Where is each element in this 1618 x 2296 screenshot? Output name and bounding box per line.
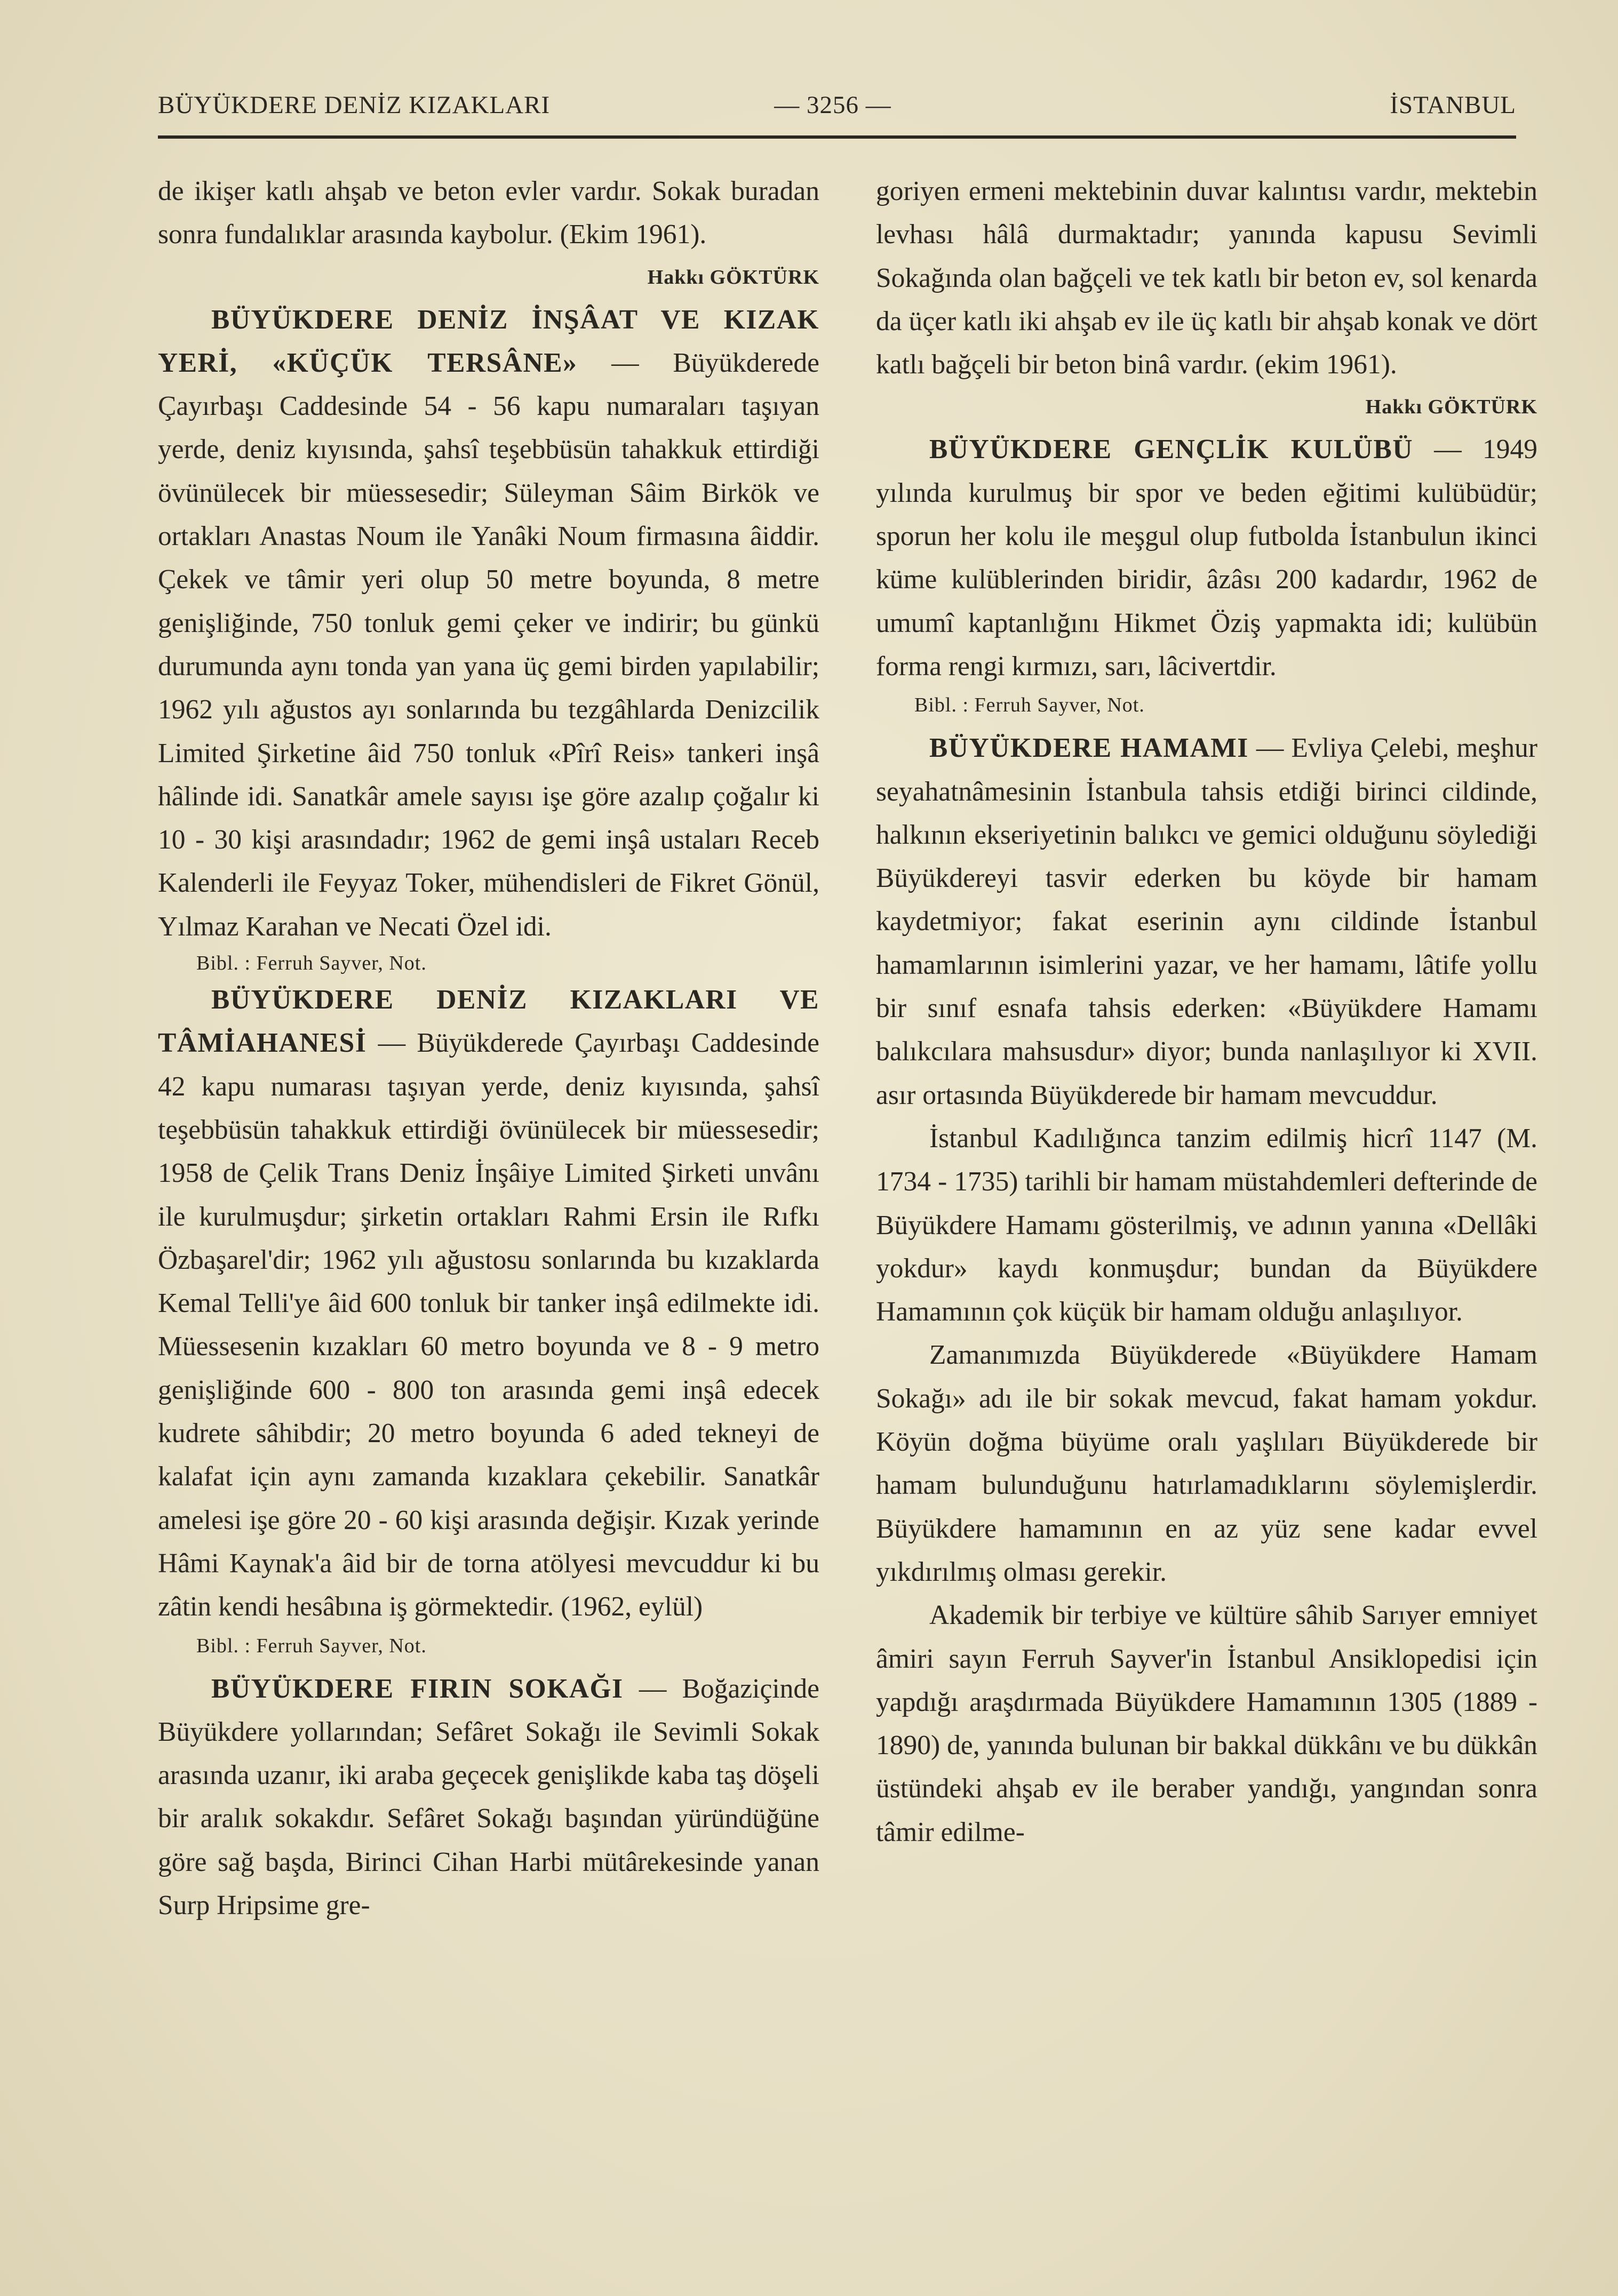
entry-heading: BÜYÜKDERE HAMAMI [929, 733, 1249, 764]
entry-heading: BÜYÜKDERE GENÇLİK KULÜBÜ [929, 434, 1414, 465]
header-rule [158, 135, 1516, 139]
entry-paragraph [158, 978, 819, 1628]
paragraph: Zamanımızda Büyükderede «Büyükdere Hamam Sokağı» adı ile bir sokak mevcud, fakat hamam yokdur. Köyün doğma büyüme oralı yaşlıları Büyükderede bir hamam bulunduğunu hatırlamadıklarını söylemişlerdir. Büyükdere hamamının en az yüz sene kadar evvel yıkdırılmış olması gerekir. [876, 1340, 1537, 1587]
page-number: — 3256 — [774, 91, 891, 119]
entry-heading: BÜYÜKDERE FIRIN SOKAĞI [211, 1673, 624, 1704]
entry-text: — 1949 yılında kurulmuş bir spor ve beden eğitimi kulübüdür; sporun her kolu ile meşgul olup futbolda İstanbulun ikinci küme kulüblerinden biridir, âzâsı 200 kadardır, 1962 de umumî kaptanlığını Hikmet Öziş yapmakta idi; kulübün forma rengi kırmızı, sarı, lâcivertdir. [876, 434, 1537, 682]
header-section-title: BÜYÜKDERE DENİZ KIZAKLARI [158, 91, 551, 119]
bibliography: Bibl. : Ferruh Sayver, Not. [196, 1634, 427, 1657]
header-volume-title: İSTANBUL [1390, 91, 1516, 119]
author-signature: Hakkı GÖKTÜRK [647, 266, 819, 289]
entry-paragraph [876, 428, 1537, 688]
entry-text: — Evliya Çelebi, meşhur seyahatnâmesinin İstanbula tahsis etdiği birinci cildinde, halkının ekseriyetinin balıkcı ve gemici olduğunu söylediği Büyükdereyi tasvir ederken bu köyde bir hamam kaydetmiyor; fakat eserinin aynı cildinde İstanbul hamamlarının isimlerini yazar, ve her hamamı, lâtife yollu bir sınıf esnafa tahsis ederken: «Büyükdere Hamamı balıkcılara mahsusdur» diyor; bunda nanlaşılıyor ki XVII. asır ortasında Büyükderede bir hamam mevcuddur. [876, 733, 1537, 1110]
paragraph: Akademik bir terbiye ve kültüre sâhib Sarıyer emniyet âmiri sayın Ferruh Sayver'in İstanbul Ansiklopedisi için yapdığı araşdırmada Büyükdere Hamamının 1305 (1889 - 1890) de, yanında bulunan bir bakkal dükkânı ve bu dükkân üstündeki ahşab ev ile beraber yandığı, yangından sonra tâmir edilme- [876, 1600, 1537, 1847]
bibliography: Bibl. : Ferruh Sayver, Not. [914, 694, 1145, 717]
entry-heading: BÜYÜKDERE DENİZ İNŞÂAT VE KIZAK YERİ, «KÜÇÜK TERSÂNE» [158, 304, 819, 378]
entry-paragraph [158, 1667, 819, 1927]
paragraph: İstanbul Kadılığınca tanzim edilmiş hicrî 1147 (M. 1734 - 1735) tarihli bir hamam müstahdemleri defterinde de Büyükdere Hamamı gösterilmiş, ve adının yanına «Dellâki yokdur» kaydı konmuşdur; bundan da Büyükdere Hamamının çok küçük bir hamam olduğu anlaşılıyor. [876, 1123, 1537, 1327]
paragraph: goriyen ermeni mektebinin duvar kalıntısı vardır, mektebin levhası hâlâ durmaktadır; yanında kapusu Sevimli Sokağında olan bağçeli ve tek katlı bir beton ev, sol kenarda da üçer katlı iki ahşab ev ile üç katlı bir ahşab konak ve dört katlı bağçeli bir beton binâ vardır. (ekim 1961). [876, 176, 1537, 380]
entry-paragraph [876, 726, 1537, 1117]
entry-paragraph [158, 298, 819, 948]
bibliography: Bibl. : Ferruh Sayver, Not. [196, 952, 427, 975]
entry-text: — Boğaziçinde Büyükdere yollarından; Sefâret Sokağı ile Sevimli Sokak arasında uzanır, iki araba geçecek genişlikde kaba taş döşeli bir aralık sokakdır. Sefâret Sokağı başından yüründüğüne göre sağ başda, Birinci Cihan Harbi mütârekesinde yanan Surp Hripsime gre- [158, 1673, 820, 1921]
running-header [158, 85, 1516, 128]
right-column [876, 170, 1537, 1854]
entry-heading: BÜYÜKDERE DENİZ KIZAKLARI VE TÂMİAHANESİ [158, 985, 819, 1059]
paragraph: de ikişer katlı ahşab ve beton evler vardır. Sokak buradan sonra fundalıklar arasında kaybolur. (Ekim 1961). [158, 176, 819, 250]
entry-text: — Büyükderede Çayırbaşı Caddesinde 42 kapu numarası taşıyan yerde, deniz kıyısında, şahsî teşebbüsün tahakkuk ettirdiği övünülecek bir müessesedir; 1958 de Çelik Trans Deniz İnşâiye Limited Şirketi unvânı ile kurulmuşdur; şirketin ortakları Rahmi Ersin ile Rıfkı Özbaşarel'dir; 1962 yılı ağustosu sonlarında bu kızaklarda Kemal Telli'ye âid 600 tonluk bir tanker inşâ edilmekte idi. Müessesenin kızakları 60 metro boyunda ve 8 - 9 metro genişliğinde 600 - 800 ton arasında gemi inşâ edecek kudrete sâhibdir; 20 metro boyunda 6 aded tekneyi de kalafat için aynı zamanda kızaklara çekebilir. Sanatkâr amelesi işe göre 20 - 60 kişi arasında değişir. Kızak yerinde Hâmi Kaynak'a âid bir de torna atölyesi mevcuddur ki bu zâtin kendi hesâbına iş görmektedir. (1962, eylül) [158, 1028, 819, 1622]
left-column [158, 170, 819, 1927]
author-signature: Hakkı GÖKTÜRK [1365, 396, 1537, 419]
entry-text: — Büyükderede Çayırbaşı Caddesinde 54 - 56 kapu numaraları taşıyan yerde, deniz kıyısında, şahsî teşebbüsün tahakkuk ettirdiği övünülecek bir müessesedir; Süleyman Sâim Birkök ve ortakları Anastas Noum ile Yanâki Noum firmasına âiddir. Çekek ve tâmir yeri olup 50 metre boyunda, 8 metre genişliğinde, 750 tonluk gemi çeker ve indirir; bu günkü durumunda aynı tonda yan yana üç gemi birden yapılabilir; 1962 yılı ağustos ayı sonlarında bu tezgâhlarda Denizcilik Limited Şirketine âid 750 tonluk «Pîrî Reis» tankeri inşâ hâlinde idi. Sanatkâr amele sayısı işe göre azalıp çoğalır ki 10 - 30 kişi arasındadır; 1962 de gemi inşâ ustaları Receb Kalenderli ile Feyyaz Toker, mühendisleri de Fikret Gönül, Yılmaz Karahan ve Necati Özel idi. [158, 347, 819, 942]
